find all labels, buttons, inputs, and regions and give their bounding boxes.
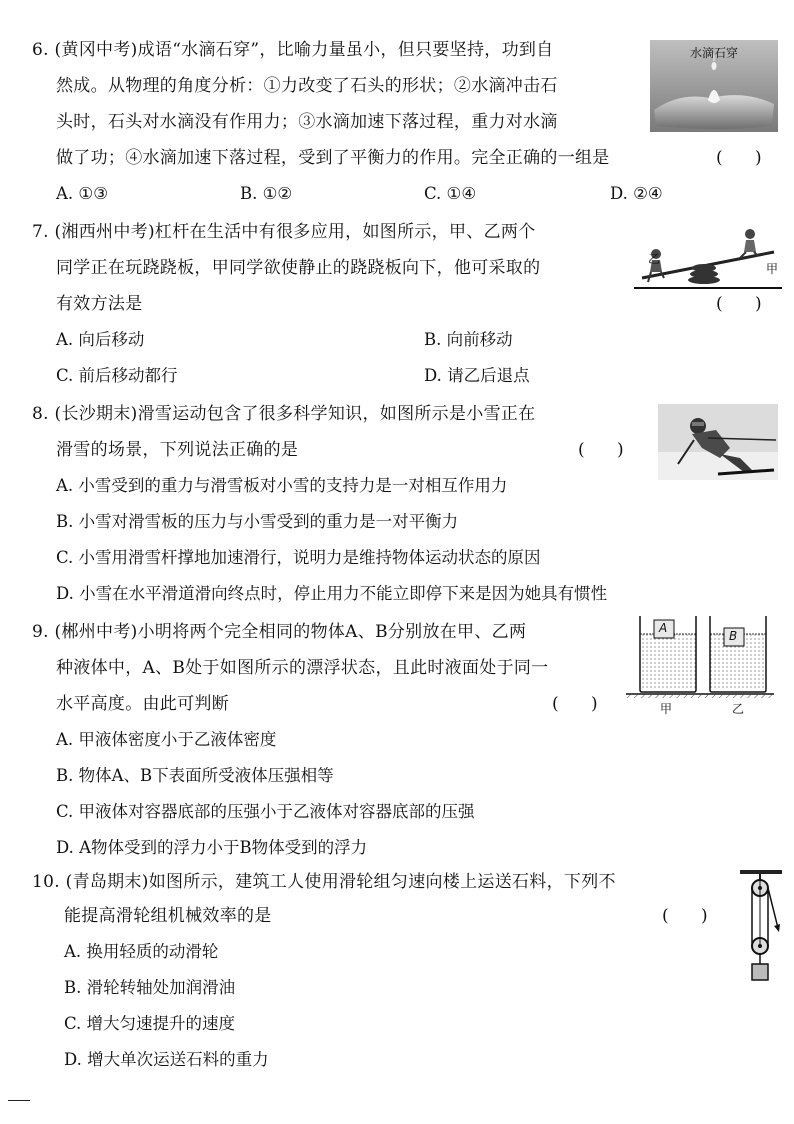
- q9-line-3: 水平高度。由此可判断: [56, 694, 229, 714]
- q10-option-c[interactable]: C. 增大匀速提升的速度: [64, 1014, 236, 1033]
- water-drop-stone-figure: [650, 40, 778, 132]
- q8-option-c[interactable]: C. 小雪用滑雪杆撑地加速滑行，说明力是维持物体运动状态的原因: [56, 548, 541, 567]
- q10-line-2: 能提高滑轮组机械效率的是: [64, 906, 272, 926]
- q10-option-b[interactable]: B. 滑轮转轴处加润滑油: [64, 978, 236, 997]
- container-jia-label: 甲: [660, 702, 673, 716]
- q6-line-4: 做了功；④水滴加速下落过程，受到了平衡力的作用。完全正确的一组是: [56, 148, 610, 168]
- q6-line-1: 6. (黄冈中考)成语“水滴石穿”，比喻力量虽小，但只要坚持，功到自: [32, 40, 554, 60]
- seesaw-label-yi: 乙: [648, 252, 661, 266]
- q7-option-c[interactable]: C. 前后移动都行: [56, 366, 178, 385]
- seesaw-label-jia: 甲: [766, 262, 779, 276]
- q8-answer-paren[interactable]: ( ): [578, 440, 624, 460]
- q6-option-b[interactable]: B. ①②: [240, 184, 293, 203]
- q9-option-c[interactable]: C. 甲液体对容器底部的压强小于乙液体对容器底部的压强: [56, 802, 475, 821]
- block-b-label: B: [729, 629, 738, 643]
- q9-line-1: 9. (郴州中考)小明将两个完全相同的物体A、B分别放在甲、乙两: [32, 622, 527, 642]
- q7-line-1: 7. (湘西州中考)杠杆在生活中有很多应用，如图所示，甲、乙两个: [32, 222, 536, 242]
- seesaw-figure: [634, 222, 782, 294]
- q6-line-2: 然成。从物理的角度分析：①力改变了石头的形状；②水滴冲击石: [56, 76, 558, 96]
- q8-line-2: 滑雪的场景，下列说法正确的是: [56, 440, 299, 460]
- q9-line-2: 种液体中，A、B处于如图所示的漂浮状态，且此时液面处于同一: [56, 658, 549, 678]
- q6-answer-paren[interactable]: ( ): [716, 148, 762, 168]
- q10-option-a[interactable]: A. 换用轻质的动滑轮: [64, 942, 219, 961]
- q8-option-a[interactable]: A. 小雪受到的重力与滑雪板对小雪的支持力是一对相互作用力: [56, 476, 508, 495]
- q9-option-b[interactable]: B. 物体A、B下表面所受液体压强相等: [56, 766, 334, 785]
- q6-option-d[interactable]: D. ②④: [610, 184, 663, 203]
- q7-answer-paren[interactable]: ( ): [716, 294, 762, 314]
- q9-answer-paren[interactable]: ( ): [552, 694, 598, 714]
- page-footer-dash: [8, 1100, 30, 1101]
- q8-option-b[interactable]: B. 小雪对滑雪板的压力与小雪受到的重力是一对平衡力: [56, 512, 459, 531]
- q8-line-1: 8. (长沙期末)滑雪运动包含了很多科学知识，如图所示是小雪正在: [32, 404, 536, 424]
- pulley-figure: [738, 868, 784, 986]
- skier-figure: [658, 404, 778, 480]
- q6-option-c[interactable]: C. ①④: [424, 184, 477, 203]
- q10-option-d[interactable]: D. 增大单次运送石料的重力: [64, 1050, 269, 1069]
- block-a-label: A: [659, 621, 668, 635]
- q6-option-a[interactable]: A. ①③: [56, 184, 108, 203]
- q7-option-a[interactable]: A. 向后移动: [56, 330, 145, 349]
- q10-line-1: 10. (青岛期末)如图所示，建筑工人使用滑轮组匀速向楼上运送石料，下列不: [32, 872, 616, 892]
- water-drop-figure-caption: 水滴石穿: [689, 46, 738, 60]
- q7-option-d[interactable]: D. 请乙后退点: [424, 366, 530, 385]
- q9-option-a[interactable]: A. 甲液体密度小于乙液体密度: [56, 730, 277, 749]
- q7-line-2: 同学正在玩跷跷板，甲同学欲使静止的跷跷板向下，他可采取的: [56, 258, 541, 278]
- container-yi-label: 乙: [732, 702, 745, 716]
- floating-blocks-figure: [626, 614, 774, 718]
- q7-option-b[interactable]: B. 向前移动: [424, 330, 513, 349]
- q10-answer-paren[interactable]: ( ): [662, 906, 708, 926]
- q9-option-d[interactable]: D. A物体受到的浮力小于B物体受到的浮力: [56, 838, 368, 857]
- q6-line-3: 头时，石头对水滴没有作用力；③水滴加速下落过程，重力对水滴: [56, 112, 558, 132]
- q7-line-3: 有效方法是: [56, 294, 143, 314]
- q8-option-d[interactable]: D. 小雪在水平滑道滑向终点时，停止用力不能立即停下来是因为她具有惯性: [56, 584, 608, 603]
